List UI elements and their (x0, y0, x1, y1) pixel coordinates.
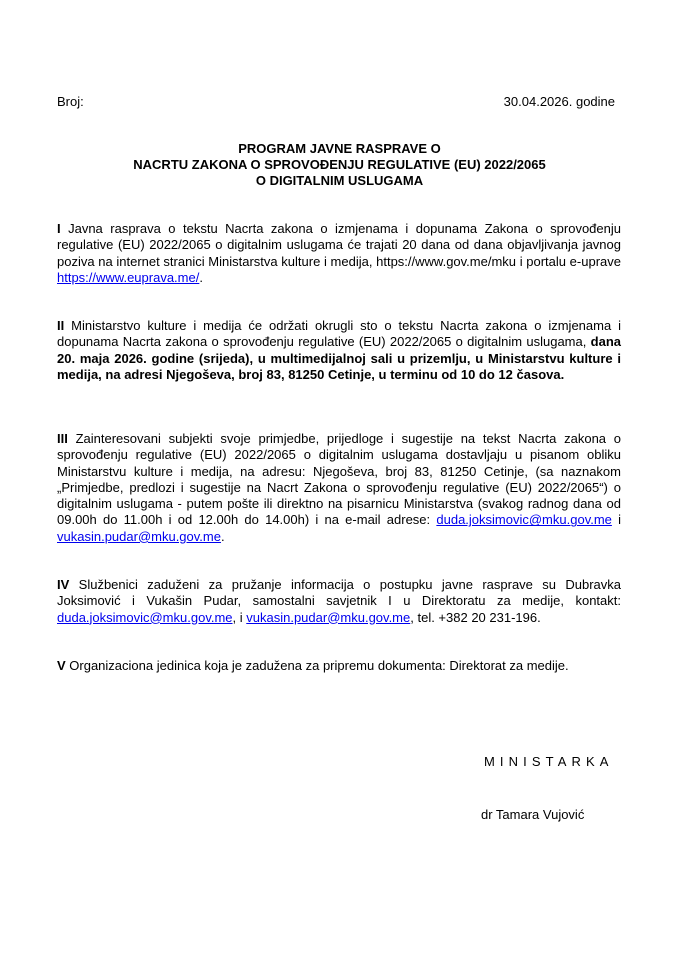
signature-name: dr Tamara Vujović (481, 807, 585, 822)
reference-number-label: Broj: (57, 94, 84, 109)
section-2-paragraph (57, 318, 621, 383)
email-link-duda[interactable]: duda.joksimovic@mku.gov.me (436, 512, 612, 528)
section-2-bold-text: dana 20. maja 2026. godine (srijeda), u multimedijalnoj sali u prizemlju, u Ministarstvu kulture i medija, na adresi Njegoševa, broj 83, 81250 Cetinje, u terminu od 10 do 12 časova. (57, 334, 621, 382)
section-2-number: II (57, 318, 65, 333)
section-3-number: III (57, 431, 68, 446)
document-title (0, 141, 679, 189)
section-5-number: V (57, 658, 66, 673)
section-4-text-mid: , i (232, 609, 247, 625)
signature-role: MINISTARKA (484, 754, 614, 769)
section-4-text: Službenici zaduženi za pružanje informacija o postupku javne rasprave su Dubravka Joksimović i Vukašin Pudar, samostalni savjetnik I u Direktoratu za medije, kontakt: (57, 577, 621, 609)
section-2-text: Ministarstvo kulture i medija će održati okrugli sto o tekstu Nacrta zakona o izmjenama i dopunama Nacrta zakona o sprovođenju regulative (EU) 2022/2065 o digitalnim uslugama, (57, 318, 621, 350)
section-3-text-mid: i (611, 512, 622, 528)
section-4-text-end: , tel. +382 20 231-196. (410, 609, 541, 625)
title-line-2: NACRTU ZAKONA O SPROVOĐENJU REGULATIVE (EU) 2022/2065 (133, 157, 546, 172)
section-1-number: I (57, 221, 61, 236)
section-1-paragraph (57, 221, 621, 286)
section-4-paragraph (57, 577, 621, 626)
title-line-1: PROGRAM JAVNE RASPRAVE O (238, 141, 441, 156)
euprava-link[interactable]: https://www.euprava.me/ (57, 269, 200, 285)
section-1-text-end: . (199, 269, 203, 285)
contact-email-vukasin[interactable]: vukasin.pudar@mku.gov.me (246, 609, 411, 625)
section-3-paragraph (57, 431, 621, 545)
section-5-paragraph (57, 658, 621, 674)
document-date: 30.04.2026. godine (503, 94, 615, 109)
contact-email-duda[interactable]: duda.joksimovic@mku.gov.me (57, 609, 233, 625)
section-1-text: Javna rasprava o tekstu Nacrta zakona o izmjenama i dopunama Zakona o sprovođenju regulative (EU) 2022/2065 o digitalnim uslugama će trajati 20 dana od dana objavljivanja javnog poziva na internet stranici Ministarstva kulture i medija, https://www.gov.me/mku i portalu e-uprave (57, 221, 621, 269)
title-line-3: O DIGITALNIM USLUGAMA (255, 173, 424, 188)
section-3-text: Zainteresovani subjekti svoje primjedbe, prijedloge i sugestije na tekst Nacrta zakona o sprovođenju regulative (EU) 2022/2065 o digitalnim uslugama dostavljaju u pisanom obliku Ministarstvu kulture i medija, na adresu: Njegoševa, broj 83, 81250 Cetinje, (sa naznakom „Primjedbe, predlozi i sugestije na Nacrt Zakona o sprovođenju regulative (EU) 2022/2065“) o digitalnim uslugama - putem pošte ili direktno na pisarnicu Ministarstva (svakog radnog dana od 09.00h do 11.00h i od 12.00h do 14.00h) i na e-mail adrese: (57, 431, 621, 528)
section-4-number: IV (57, 577, 70, 592)
section-3-text-end: . (220, 528, 225, 544)
section-5-text: Organizaciona jedinica koja je zadužena za pripremu dokumenta: Direktorat za medije. (65, 658, 569, 673)
email-link-vukasin[interactable]: vukasin.pudar@mku.gov.me (57, 528, 221, 544)
